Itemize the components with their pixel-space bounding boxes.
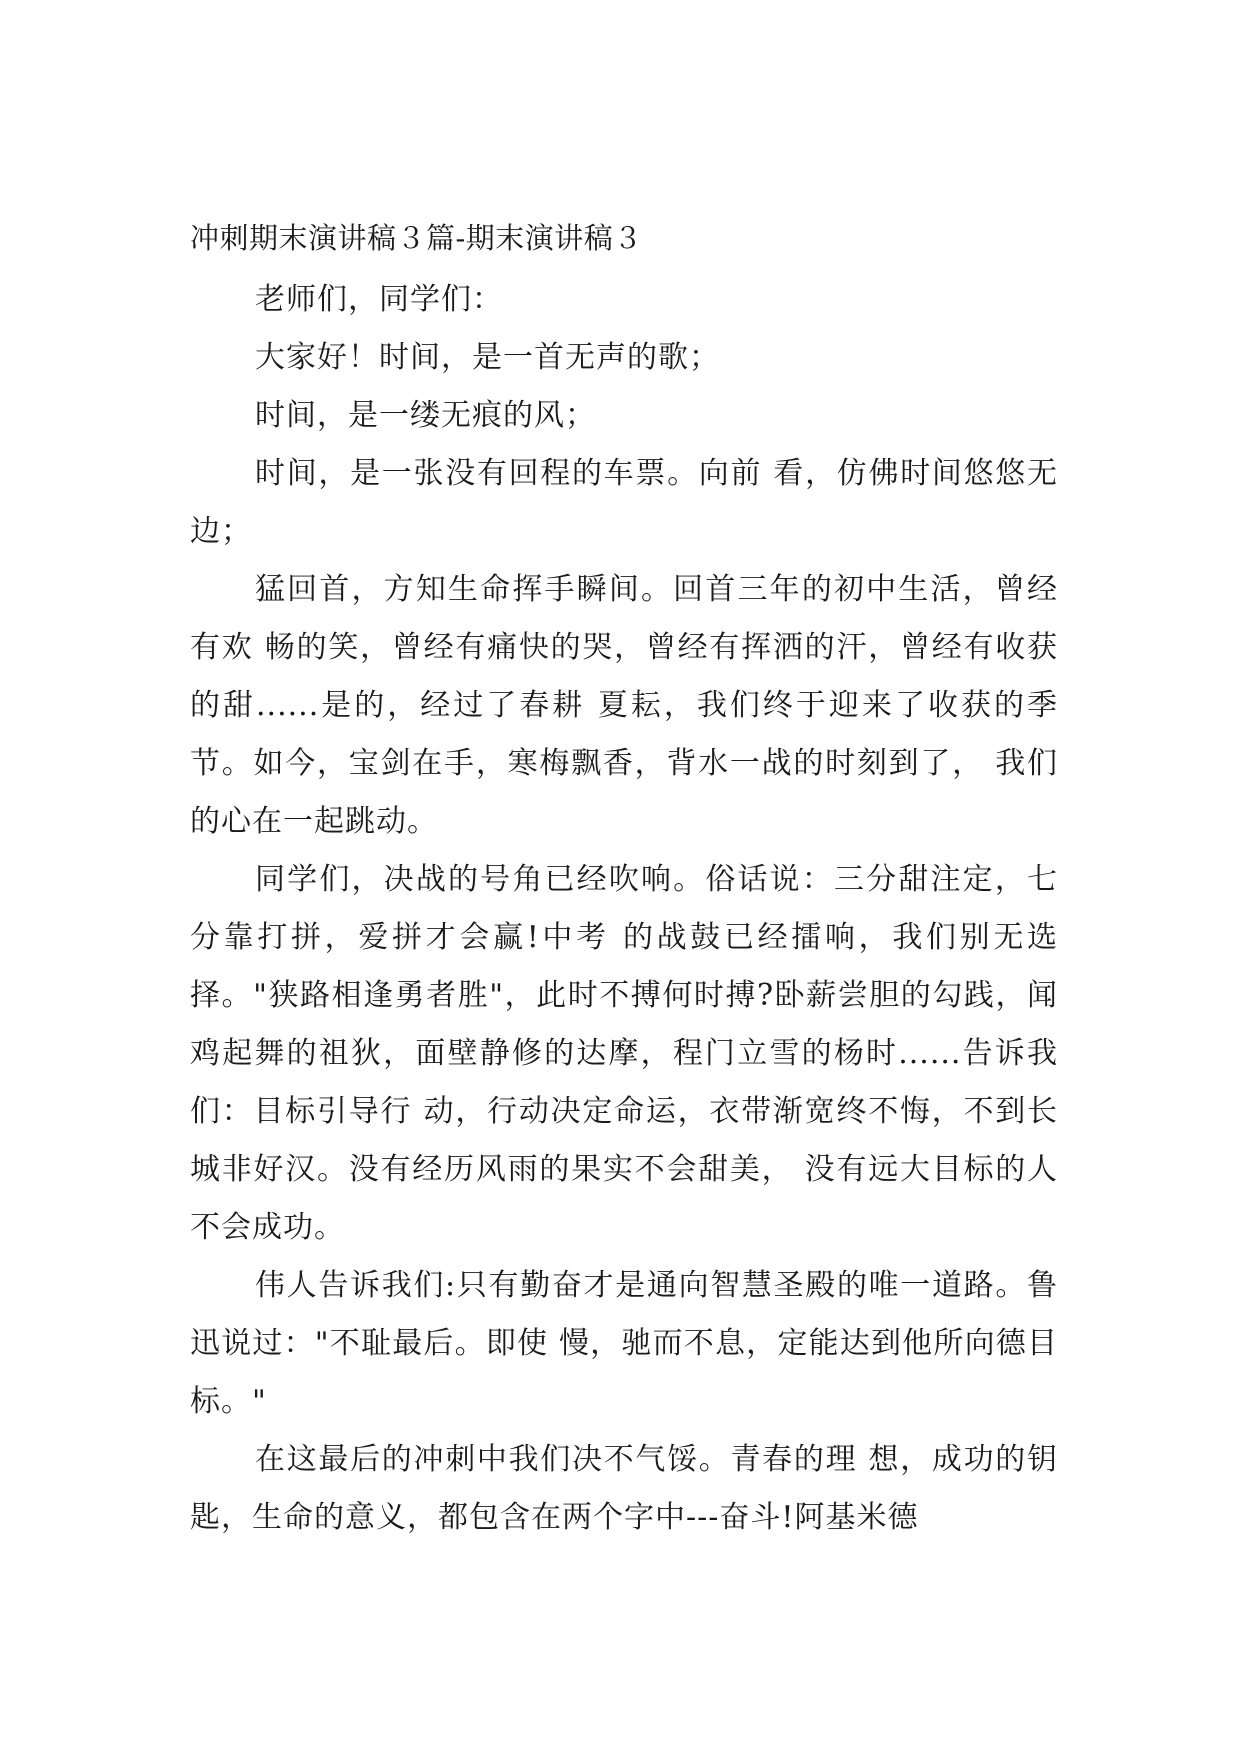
paragraph-2: 时间，是一缕无痕的风； <box>255 398 596 433</box>
paragraph-greeting: 老师们，同学们： <box>255 282 503 317</box>
paragraph-4: 猛回首，方知生命挥手瞬间。回首三年的初中生活，曾经有欢 畅的笑，曾经有痛快的哭，曾经有挥洒的汗，曾经有收获的甜......是的，经过了春耕 夏耘，我们终于迎来了收获的季节。如今，宝剑在手，寒梅飘香，背水一战的时刻到了， 我们的心在一起跳动。 <box>190 572 1058 839</box>
paragraph-7: 在这最后的冲刺中我们决不气馁。青春的理 想，成功的钥匙，生命的意义，都包含在两个字中---奋斗!阿基米德 <box>190 1442 1058 1535</box>
document-page <box>190 218 1058 1547</box>
document-title: 冲刺期末演讲稿３篇-期末演讲稿３ <box>190 221 643 255</box>
paragraph-3: 时间，是一张没有回程的车票。向前 看，仿佛时间悠悠无边； <box>190 456 1058 549</box>
paragraph-6: 伟人告诉我们:只有勤奋才是通向智慧圣殿的唯一道路。鲁迅说过："不耻最后。即使 慢，驰而不息，定能达到他所向德目标。" <box>190 1268 1058 1419</box>
paragraph-1: 大家好！时间，是一首无声的歌； <box>255 340 720 375</box>
paragraph-5: 同学们，决战的号角已经吹响。俗话说：三分甜注定，七分靠打拼，爱拼才会赢!中考 的战鼓已经擂响，我们别无选择。"狭路相逢勇者胜"，此时不搏何时搏?卧薪尝胆的勾践，闻鸡起舞的祖狄，面壁静修的达摩，程门立雪的杨时......告诉我们：目标引导行 动，行动决定命运，衣带渐宽终不悔，不到长城非好汉。没有经历风雨的果实不会甜美， 没有远大目标的人不会成功。 <box>190 862 1058 1245</box>
